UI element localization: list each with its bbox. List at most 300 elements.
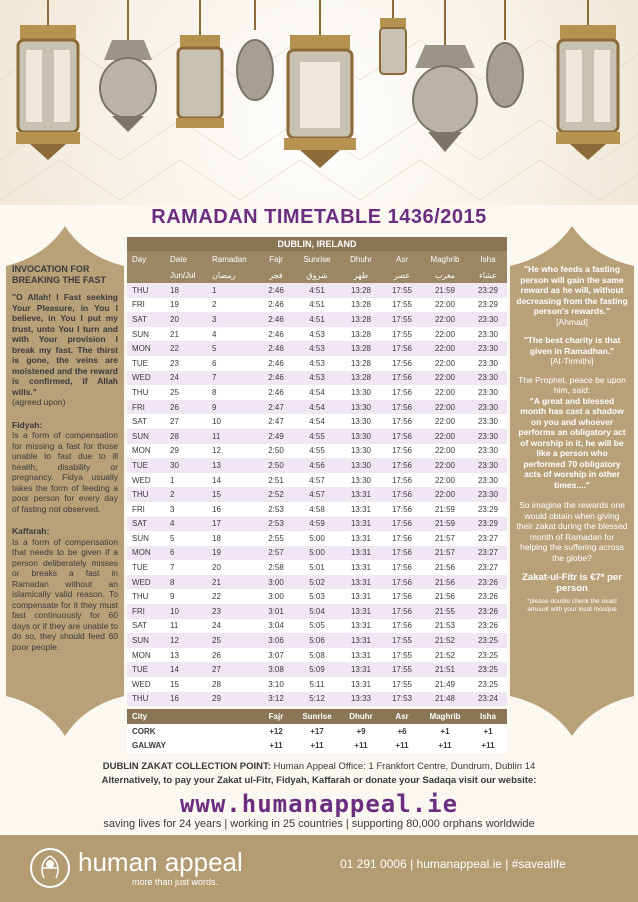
cell-ramadan: 17 xyxy=(212,519,221,529)
cell-asr: 17:55 xyxy=(391,636,413,646)
header-decoration xyxy=(0,0,638,205)
cell-date: 5 xyxy=(170,533,175,543)
table-row xyxy=(127,298,507,313)
cell-ramadan: 25 xyxy=(212,636,221,646)
cell-day: SAT xyxy=(132,621,147,631)
cell-dhuhr: 13:31 xyxy=(350,650,372,660)
cell-date: 15 xyxy=(170,679,179,689)
invocation-title: INVOCATION FOR BREAKING THE FAST xyxy=(12,264,107,285)
cell-fajr: 2:50 xyxy=(268,446,284,456)
cell-date: 29 xyxy=(170,446,179,456)
cell-sunrise: 5:02 xyxy=(309,577,325,587)
cell-fajr: 3:04 xyxy=(268,621,284,631)
collection-point xyxy=(0,761,638,772)
cell-dhuhr: 13:31 xyxy=(350,679,372,689)
cell-fajr: 3:06 xyxy=(268,636,284,646)
col-maghrib-ar: مغرب xyxy=(434,270,456,280)
cell-day: WED xyxy=(132,577,151,587)
cell-isha: 23:25 xyxy=(477,650,499,660)
kaffarah-text: Is a form of compensation that needs to be given if a person deliberately misses or breaks a fast in Ramadan without an islamically valid reason. To compensate for it they must fast continuously for 60 days or if they are unable to do so, they should feed 60 poor people. xyxy=(12,536,118,652)
cell-fajr: 3:08 xyxy=(268,665,284,675)
city-row xyxy=(127,738,507,753)
cell-ramadan: 3 xyxy=(212,314,217,324)
cell-dhuhr: 13:30 xyxy=(350,402,372,412)
cell-isha: 23:26 xyxy=(477,592,499,602)
cell-asr: 17:56 xyxy=(391,548,413,558)
cell-sunrise: 5:11 xyxy=(309,679,325,689)
cell-ramadan: 11 xyxy=(212,431,221,441)
table-row xyxy=(127,531,507,546)
cell-asr: 17:56 xyxy=(391,358,413,368)
table-row xyxy=(127,604,507,619)
table-row xyxy=(127,589,507,604)
city-offset: +11 xyxy=(269,741,283,751)
cell-maghrib: 22:00 xyxy=(434,344,456,354)
cell-fajr: 2:46 xyxy=(268,373,284,383)
cell-fajr: 2:46 xyxy=(268,329,284,339)
cell-asr: 17:55 xyxy=(391,329,413,339)
cell-sunrise: 4:55 xyxy=(309,431,325,441)
cell-maghrib: 21:49 xyxy=(434,679,456,689)
city-offset: +1 xyxy=(440,726,450,736)
cell-fajr: 2:58 xyxy=(268,563,284,573)
col-asr-ar: عصر xyxy=(393,270,411,280)
cell-day: SAT xyxy=(132,417,147,427)
cell-day: THU xyxy=(132,490,149,500)
cell-asr: 17:56 xyxy=(391,446,413,456)
website-link[interactable]: www.humanappeal.ie xyxy=(179,790,459,818)
cell-maghrib: 22:00 xyxy=(434,314,456,324)
cell-ramadan: 22 xyxy=(212,592,221,602)
cell-day: FRI xyxy=(132,300,145,310)
cell-ramadan: 23 xyxy=(212,606,221,616)
col-sunrise: Sunrise xyxy=(303,254,331,264)
cell-asr: 17:56 xyxy=(391,577,413,587)
cell-asr: 17:53 xyxy=(391,694,413,704)
col-ramadan-ar: رمضان xyxy=(212,270,236,280)
cell-ramadan: 14 xyxy=(212,475,221,485)
cell-maghrib: 21:59 xyxy=(434,285,456,295)
prophet-intro: The Prophet, peace be upon him, said: xyxy=(518,374,626,395)
city-col-maghrib: Maghrib xyxy=(429,712,461,722)
cell-isha: 23:27 xyxy=(477,548,499,558)
table-row xyxy=(127,414,507,429)
collection-address: Human Appeal Office: 1 Frankfort Centre, Dundrum, Dublin 14 xyxy=(273,761,536,772)
cell-asr: 17:56 xyxy=(391,402,413,412)
cell-sunrise: 5:09 xyxy=(309,665,325,675)
cell-isha: 23:30 xyxy=(477,387,499,397)
cell-date: 24 xyxy=(170,373,179,383)
cell-isha: 23:30 xyxy=(477,329,499,339)
cell-isha: 23:25 xyxy=(477,665,499,675)
table-row xyxy=(127,356,507,371)
cell-ramadan: 4 xyxy=(212,329,217,339)
quote-feeds-source: [Ahmad] xyxy=(556,316,588,327)
cell-sunrise: 4:59 xyxy=(309,519,325,529)
cell-ramadan: 10 xyxy=(212,417,221,427)
cell-day: TUE xyxy=(132,358,148,368)
cell-isha: 23:30 xyxy=(477,402,499,412)
cell-date: 16 xyxy=(170,694,179,704)
cell-isha: 23:30 xyxy=(477,373,499,383)
cell-date: 2 xyxy=(170,490,175,500)
cell-fajr: 2:51 xyxy=(268,475,284,485)
cell-dhuhr: 13:28 xyxy=(350,300,372,310)
cell-ramadan: 16 xyxy=(212,504,221,514)
quote-month: "A great and blessed month has cast a shadow on you and whoever performs an obligatory act of worship in it, he will be like a person who performed 70 obligatory acts of worship in other times...." xyxy=(518,395,626,490)
cell-isha: 23:29 xyxy=(477,519,499,529)
city-name: GALWAY xyxy=(132,741,166,751)
cell-dhuhr: 13:31 xyxy=(350,563,372,573)
cell-isha: 23:29 xyxy=(477,300,499,310)
cell-day: FRI xyxy=(132,606,145,616)
cell-sunrise: 5:12 xyxy=(309,694,325,704)
cell-maghrib: 22:00 xyxy=(434,431,456,441)
cell-sunrise: 4:58 xyxy=(309,504,325,514)
table-row xyxy=(127,546,507,561)
city-col-fajr: Fajr xyxy=(268,712,284,722)
cell-dhuhr: 13:28 xyxy=(350,314,372,324)
cell-maghrib: 21:48 xyxy=(434,694,456,704)
cell-maghrib: 22:00 xyxy=(434,300,456,310)
imagine-text: So imagine the rewards one would obtain when giving their zakat during the blessed month of Ramadan for helping the suffering across the globe? xyxy=(516,500,628,563)
quote-feeds: "He who feeds a fasting person will gain the same reward as he will, without decreasing from the fasting person's rewards." xyxy=(516,264,628,316)
cell-asr: 17:55 xyxy=(391,650,413,660)
brand-tagline: more than just words. xyxy=(132,877,219,887)
col-sunrise-ar: شروق xyxy=(306,270,328,280)
cell-isha: 23:26 xyxy=(477,606,499,616)
cell-maghrib: 21:55 xyxy=(434,606,456,616)
cell-sunrise: 4:54 xyxy=(309,387,325,397)
right-panel xyxy=(516,264,628,614)
cell-fajr: 2:47 xyxy=(268,402,284,412)
cell-date: 27 xyxy=(170,417,179,427)
cell-fajr: 3:07 xyxy=(268,650,284,660)
col-date: Date xyxy=(170,254,187,264)
cell-date: 22 xyxy=(170,344,179,354)
cell-dhuhr: 13:31 xyxy=(350,490,372,500)
cell-asr: 17:56 xyxy=(391,490,413,500)
cell-day: TUE xyxy=(132,460,148,470)
cell-ramadan: 9 xyxy=(212,402,217,412)
cell-date: 9 xyxy=(170,592,175,602)
cell-day: MON xyxy=(132,548,151,558)
cell-day: SUN xyxy=(132,533,149,543)
cell-asr: 17:56 xyxy=(391,431,413,441)
cell-isha: 23:29 xyxy=(477,285,499,295)
cell-fajr: 2:46 xyxy=(268,344,284,354)
cell-asr: 17:56 xyxy=(391,592,413,602)
city-offset: +11 xyxy=(310,741,324,751)
cell-asr: 17:56 xyxy=(391,460,413,470)
cell-sunrise: 4:53 xyxy=(309,329,325,339)
cell-sunrise: 5:03 xyxy=(309,592,325,602)
col-dhuhr: Dhuhr xyxy=(350,254,372,264)
cell-asr: 17:56 xyxy=(391,563,413,573)
cell-sunrise: 4:55 xyxy=(309,446,325,456)
cell-fajr: 2:47 xyxy=(268,417,284,427)
quote-charity: "The best charity is that given in Ramadhan." xyxy=(523,335,621,356)
city-table-header xyxy=(127,709,507,724)
cell-date: 3 xyxy=(170,504,175,514)
cell-date: 11 xyxy=(170,621,179,631)
cell-dhuhr: 13:28 xyxy=(350,344,372,354)
cell-isha: 23:25 xyxy=(477,679,499,689)
cell-maghrib: 22:00 xyxy=(434,460,456,470)
cell-asr: 17:55 xyxy=(391,300,413,310)
cell-isha: 23:30 xyxy=(477,314,499,324)
cell-isha: 23:30 xyxy=(477,431,499,441)
cell-day: WED xyxy=(132,475,151,485)
cell-date: 28 xyxy=(170,431,179,441)
table-row xyxy=(127,648,507,663)
cell-dhuhr: 13:31 xyxy=(350,636,372,646)
col-ramadan: Ramadan xyxy=(212,254,247,264)
cell-fajr: 2:46 xyxy=(268,314,284,324)
cell-sunrise: 4:57 xyxy=(309,490,325,500)
cell-sunrise: 4:53 xyxy=(309,358,325,368)
cell-maghrib: 21:57 xyxy=(434,548,456,558)
cell-maghrib: 21:59 xyxy=(434,504,456,514)
zakat-note: *please double check the exact amount with your local mosque xyxy=(527,598,617,613)
cell-maghrib: 22:00 xyxy=(434,358,456,368)
cell-fajr: 2:55 xyxy=(268,533,284,543)
table-row xyxy=(127,633,507,648)
fidyah-text: Is a form of compensation for missing a fast for those unable to fast due to ill health, disability or pregnancy. Fidya usually takes the form of feeding a poor person for every day of fasting not observed. xyxy=(12,430,118,514)
invocation-text: "O Allah! I Fast seeking Your Pleasure, in You I believe, in You I put my trust, unto You I turn and with Your provision I break my fast. The thirst is gone, the veins are moistened and the reward is confirmed, if Allah wills." xyxy=(12,292,118,397)
table-row xyxy=(127,429,507,444)
cell-ramadan: 6 xyxy=(212,358,217,368)
cell-isha: 23:30 xyxy=(477,490,499,500)
city-offset: +11 xyxy=(354,741,368,751)
cell-dhuhr: 13:31 xyxy=(350,533,372,543)
left-panel xyxy=(12,264,118,652)
timetable-body xyxy=(127,283,507,706)
footer xyxy=(0,835,638,902)
col-asr: Asr xyxy=(396,254,408,264)
cell-sunrise: 5:06 xyxy=(309,636,325,646)
col-isha: Isha xyxy=(480,254,496,264)
table-row xyxy=(127,619,507,634)
fidyah-title: Fidyah: xyxy=(12,419,43,430)
cell-ramadan: 24 xyxy=(212,621,221,631)
cell-isha: 23:30 xyxy=(477,446,499,456)
page-title: RAMADAN TIMETABLE 1436/2015 xyxy=(151,206,487,228)
col-date-sub: Jun/Jul xyxy=(170,270,196,280)
cell-day: WED xyxy=(132,679,151,689)
cell-dhuhr: 13:31 xyxy=(350,504,372,514)
cell-maghrib: 22:00 xyxy=(434,475,456,485)
cell-maghrib: 21:56 xyxy=(434,563,456,573)
lanterns-illustration xyxy=(0,0,638,205)
cell-ramadan: 28 xyxy=(212,679,221,689)
cell-dhuhr: 13:31 xyxy=(350,548,372,558)
cell-fajr: 3:01 xyxy=(268,606,284,616)
city-col-sunrise: Sunrise xyxy=(302,712,332,722)
table-row xyxy=(127,575,507,590)
cell-date: 12 xyxy=(170,636,179,646)
cell-sunrise: 5:04 xyxy=(309,606,325,616)
table-row xyxy=(127,444,507,459)
cell-isha: 23:26 xyxy=(477,577,499,587)
cell-asr: 17:56 xyxy=(391,533,413,543)
col-day: Day xyxy=(132,254,147,264)
kaffarah-title: Kaffarah: xyxy=(12,526,50,536)
cell-maghrib: 21:51 xyxy=(434,665,456,675)
cell-asr: 17:56 xyxy=(391,373,413,383)
cell-fajr: 2:57 xyxy=(268,548,284,558)
col-fajr-ar: فجر xyxy=(269,270,283,280)
table-row xyxy=(127,662,507,677)
cell-maghrib: 21:59 xyxy=(434,519,456,529)
table-row xyxy=(127,371,507,386)
cell-day: SAT xyxy=(132,314,147,324)
table-row xyxy=(127,560,507,575)
timetable-column-headers xyxy=(127,251,507,283)
cell-date: 13 xyxy=(170,650,179,660)
cell-fajr: 2:46 xyxy=(268,358,284,368)
cell-asr: 17:56 xyxy=(391,417,413,427)
cell-isha: 23:24 xyxy=(477,694,499,704)
contact-info: 01 291 0006 | humanappeal.ie | #savealife xyxy=(340,857,566,871)
table-row xyxy=(127,458,507,473)
cell-dhuhr: 13:31 xyxy=(350,606,372,616)
table-row xyxy=(127,473,507,488)
cell-fajr: 2:53 xyxy=(268,519,284,529)
cell-date: 23 xyxy=(170,358,179,368)
col-isha-ar: عشاء xyxy=(478,270,498,280)
cell-date: 14 xyxy=(170,665,179,675)
cell-sunrise: 4:54 xyxy=(309,417,325,427)
cell-maghrib: 22:00 xyxy=(434,373,456,383)
cell-dhuhr: 13:28 xyxy=(350,358,372,368)
cell-dhuhr: 13:31 xyxy=(350,592,372,602)
cell-ramadan: 29 xyxy=(212,694,221,704)
cell-dhuhr: 13:28 xyxy=(350,285,372,295)
invocation-source: (agreed upon) xyxy=(12,397,66,407)
cell-date: 30 xyxy=(170,460,179,470)
cell-sunrise: 5:00 xyxy=(309,548,325,558)
table-row xyxy=(127,502,507,517)
city-offsets-table xyxy=(127,709,507,753)
cell-maghrib: 21:56 xyxy=(434,577,456,587)
cell-dhuhr: 13:28 xyxy=(350,373,372,383)
table-row xyxy=(127,341,507,356)
cell-dhuhr: 13:31 xyxy=(350,519,372,529)
cell-ramadan: 12 xyxy=(212,446,221,456)
cell-asr: 17:55 xyxy=(391,285,413,295)
city-col-dhuhr: Dhuhr xyxy=(349,712,373,722)
cell-maghrib: 21:52 xyxy=(434,650,456,660)
col-maghrib: Maghrib xyxy=(430,254,460,264)
cell-isha: 23:27 xyxy=(477,533,499,543)
city-offset: +6 xyxy=(397,726,407,736)
city-offset: +17 xyxy=(310,726,324,736)
cell-maghrib: 21:52 xyxy=(434,636,456,646)
table-row xyxy=(127,692,507,707)
city-name: CORK xyxy=(132,726,156,736)
cell-maghrib: 21:56 xyxy=(434,592,456,602)
cell-ramadan: 8 xyxy=(212,387,217,397)
city-offset: +1 xyxy=(483,726,493,736)
cell-day: TUE xyxy=(132,563,148,573)
cell-isha: 23:29 xyxy=(477,504,499,514)
table-row xyxy=(127,327,507,342)
cell-date: 25 xyxy=(170,387,179,397)
table-row xyxy=(127,385,507,400)
cell-date: 6 xyxy=(170,548,175,558)
city-col-asr: Asr xyxy=(395,712,409,722)
cell-day: SAT xyxy=(132,519,147,529)
cell-sunrise: 4:56 xyxy=(309,460,325,470)
quote-charity-source: [At-Tirmithi] xyxy=(550,356,594,366)
cell-day: THU xyxy=(132,592,149,602)
cell-fajr: 2:53 xyxy=(268,504,284,514)
table-row xyxy=(127,400,507,415)
cell-date: 21 xyxy=(170,329,179,339)
col-fajr: Fajr xyxy=(269,254,283,264)
cell-isha: 23:30 xyxy=(477,475,499,485)
cell-fajr: 2:46 xyxy=(268,300,284,310)
cell-dhuhr: 13:30 xyxy=(350,431,372,441)
cell-maghrib: 22:00 xyxy=(434,490,456,500)
cell-fajr: 2:46 xyxy=(268,285,284,295)
cell-asr: 17:56 xyxy=(391,475,413,485)
cell-isha: 23:30 xyxy=(477,417,499,427)
cell-day: WED xyxy=(132,373,151,383)
city-col-isha: Isha xyxy=(479,712,496,722)
cell-dhuhr: 13:30 xyxy=(350,475,372,485)
cell-ramadan: 20 xyxy=(212,563,221,573)
cell-ramadan: 5 xyxy=(212,344,217,354)
cell-date: 19 xyxy=(170,300,179,310)
cell-maghrib: 22:00 xyxy=(434,387,456,397)
zakat-amount: Zakat-ul-Fitr is €7* per person xyxy=(522,572,622,594)
cell-date: 1 xyxy=(170,475,175,485)
cell-asr: 17:55 xyxy=(391,679,413,689)
cell-day: THU xyxy=(132,285,149,295)
cell-isha: 23:25 xyxy=(477,636,499,646)
cell-ramadan: 18 xyxy=(212,533,221,543)
cell-maghrib: 22:00 xyxy=(434,329,456,339)
cell-ramadan: 21 xyxy=(212,577,221,587)
timetable xyxy=(127,237,507,753)
human-appeal-logo-icon xyxy=(30,848,70,888)
cell-sunrise: 4:53 xyxy=(309,373,325,383)
cell-ramadan: 2 xyxy=(212,300,217,310)
cell-day: FRI xyxy=(132,402,145,412)
cell-maghrib: 21:53 xyxy=(434,621,456,631)
brand-name: human appeal xyxy=(78,847,243,877)
table-row xyxy=(127,517,507,532)
timetable-location: DUBLIN, IRELAND xyxy=(127,237,507,251)
cell-isha: 23:30 xyxy=(477,460,499,470)
cell-maghrib: 21:57 xyxy=(434,533,456,543)
cell-asr: 17:55 xyxy=(391,665,413,675)
cell-ramadan: 27 xyxy=(212,665,221,675)
cell-ramadan: 7 xyxy=(212,373,217,383)
cell-sunrise: 4:54 xyxy=(309,402,325,412)
cell-fajr: 3:12 xyxy=(268,694,284,704)
city-col-city: City xyxy=(132,712,148,722)
cell-day: MON xyxy=(132,344,151,354)
table-row xyxy=(127,312,507,327)
cell-isha: 23:27 xyxy=(477,563,499,573)
cell-date: 4 xyxy=(170,519,175,529)
cell-fajr: 3:00 xyxy=(268,592,284,602)
cell-ramadan: 13 xyxy=(212,460,221,470)
cell-day: SUN xyxy=(132,329,149,339)
